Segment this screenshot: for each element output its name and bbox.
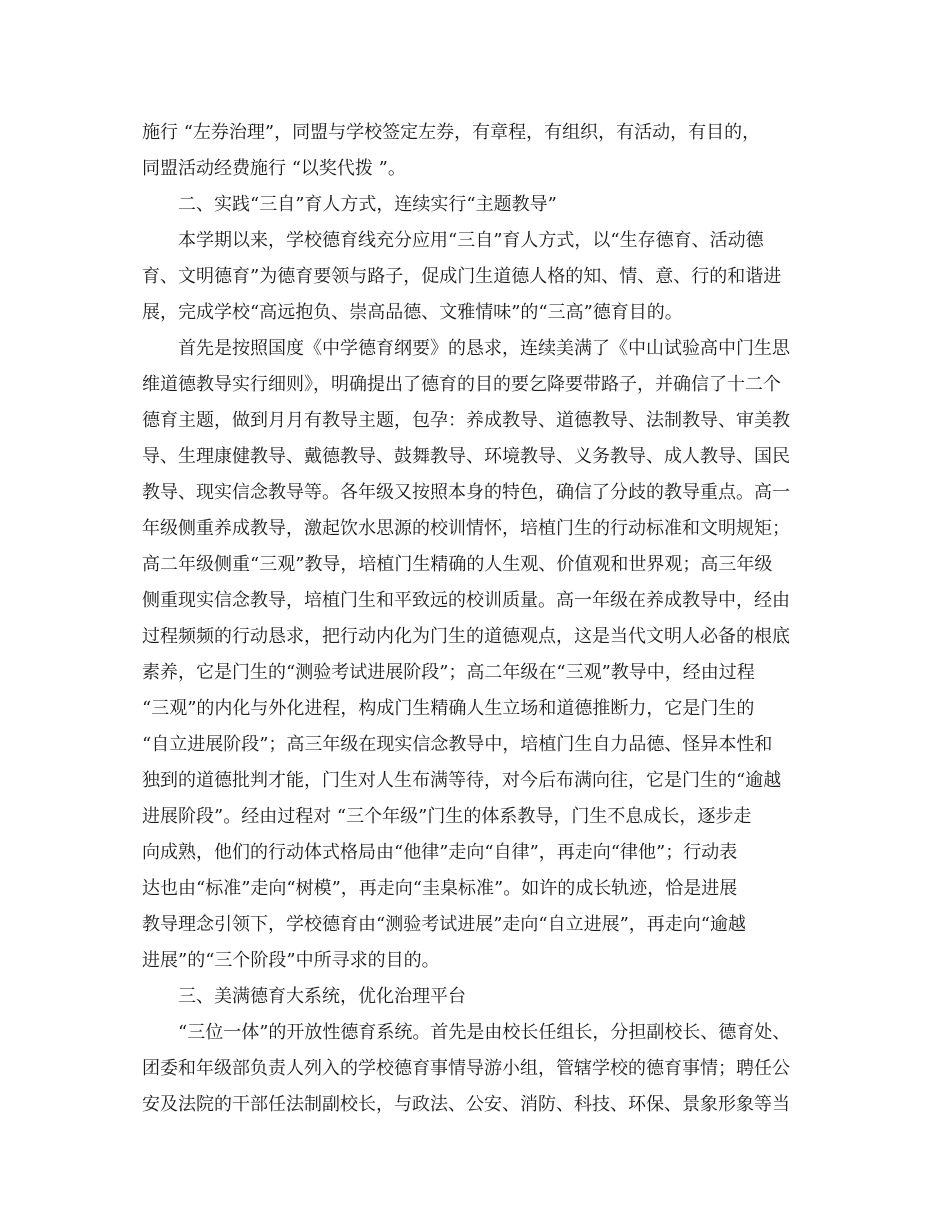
text-line: 团委和年级部负责人列入的学校德育事情导游小组，管辖学校的德育事情；聘任公 (142, 1058, 790, 1079)
text-line: “三观”的内化与外化进程，构成门生精确人生立场和道德推断力，它是门生的 (142, 698, 755, 719)
text-line: “三位一体”的开放性德育系统。首先是由校长任组长，分担副校长、德育处、 (142, 1022, 791, 1043)
text-line: 向成熟，他们的行动体式格局由“他律”走向“自律”，再走向“律他”；行动表 (142, 842, 738, 863)
text-line: 素养，它是门生的“测验考试进展阶段”；高二年级在“三观”教导中，经由过程 (142, 662, 755, 683)
text-line: “自立进展阶段”；高三年级在现实信念教导中，培植门生自力品德、怪异本性和 (142, 734, 773, 755)
text-line: 导、生理康健教导、戴德教导、鼓舞教导、环境教导、义务教导、成人教导、国民 (142, 446, 790, 467)
text-line: 安及法院的干部任法制副校长，与政法、公安、消防、科技、环保、景象形象等当 (142, 1094, 790, 1115)
text-line: 首先是按照国度《中学德育纲要》的恳求，连续美满了《中山试验高中门生思 (142, 338, 790, 359)
text-line: 达也由“标准”走向“树模”，再走向“圭臬标准”。如许的成长轨迹，恰是进展 (142, 878, 738, 899)
section-heading: 三、美满德育大系统，优化治理平台 (142, 986, 466, 1007)
text-line: 教导、现实信念教导等。各年级又按照本身的特色，确信了分歧的教导重点。高一 (142, 482, 790, 503)
text-line: 维道德教导实行细则》，明确提出了德育的目的要乞降要带路子，并确信了十二个 (142, 374, 781, 395)
text-line: 本学期以来，学校德育线充分应用“三自”育人方式，以“生存德育、活动德 (142, 230, 764, 251)
document-body (142, 115, 814, 1123)
text-line: 侧重现实信念教导，培植门生和平致远的校训质量。高一年级在养成教导中，经由 (142, 590, 790, 611)
section-heading: 二、实践“三自”育人方式，连续实行“主题教导” (142, 194, 557, 215)
text-line: 过程频频的行动恳求，把行动内化为门生的道德观点，这是当代文明人必备的根底 (142, 626, 790, 647)
text-line: 同盟活动经费施行 “以奖代拨 ”。 (142, 158, 406, 179)
text-line: 育、文明德育”为德育要领与路子，促成门生道德人格的知、情、意、行的和谐进 (142, 266, 782, 287)
text-line: 施行 “左券治理”，同盟与学校签定左券，有章程，有组织，有活动，有目的， (142, 122, 761, 143)
text-line: 年级侧重养成教导，激起饮水思源的校训情怀，培植门生的行动标准和文明规矩； (142, 518, 790, 539)
text-line: 教导理念引领下，学校德育由“测验考试进展”走向“自立进展”，再走向“逾越 (142, 914, 747, 935)
text-line: 高二年级侧重“三观”教导，培植门生精确的人生观、价值观和世界观；高三年级 (142, 554, 773, 575)
text-line: 进展”的“三个阶段”中所寻求的目的。 (142, 950, 440, 971)
text-line: 展，完成学校“高远抱负、崇高品德、文雅情味”的“三高”德育目的。 (142, 302, 683, 323)
text-line: 进展阶段”。经由过程对 “三个年级”门生的体系教导，门生不息成长，逐步走 (142, 806, 752, 827)
text-line: 独到的道德批判才能，门生对人生布满等待，对今后布满向往，它是门生的“逾越 (142, 770, 782, 791)
text-line: 德育主题，做到月月有教导主题，包孕：养成教导、道德教导、法制教导、审美教 (142, 410, 790, 431)
